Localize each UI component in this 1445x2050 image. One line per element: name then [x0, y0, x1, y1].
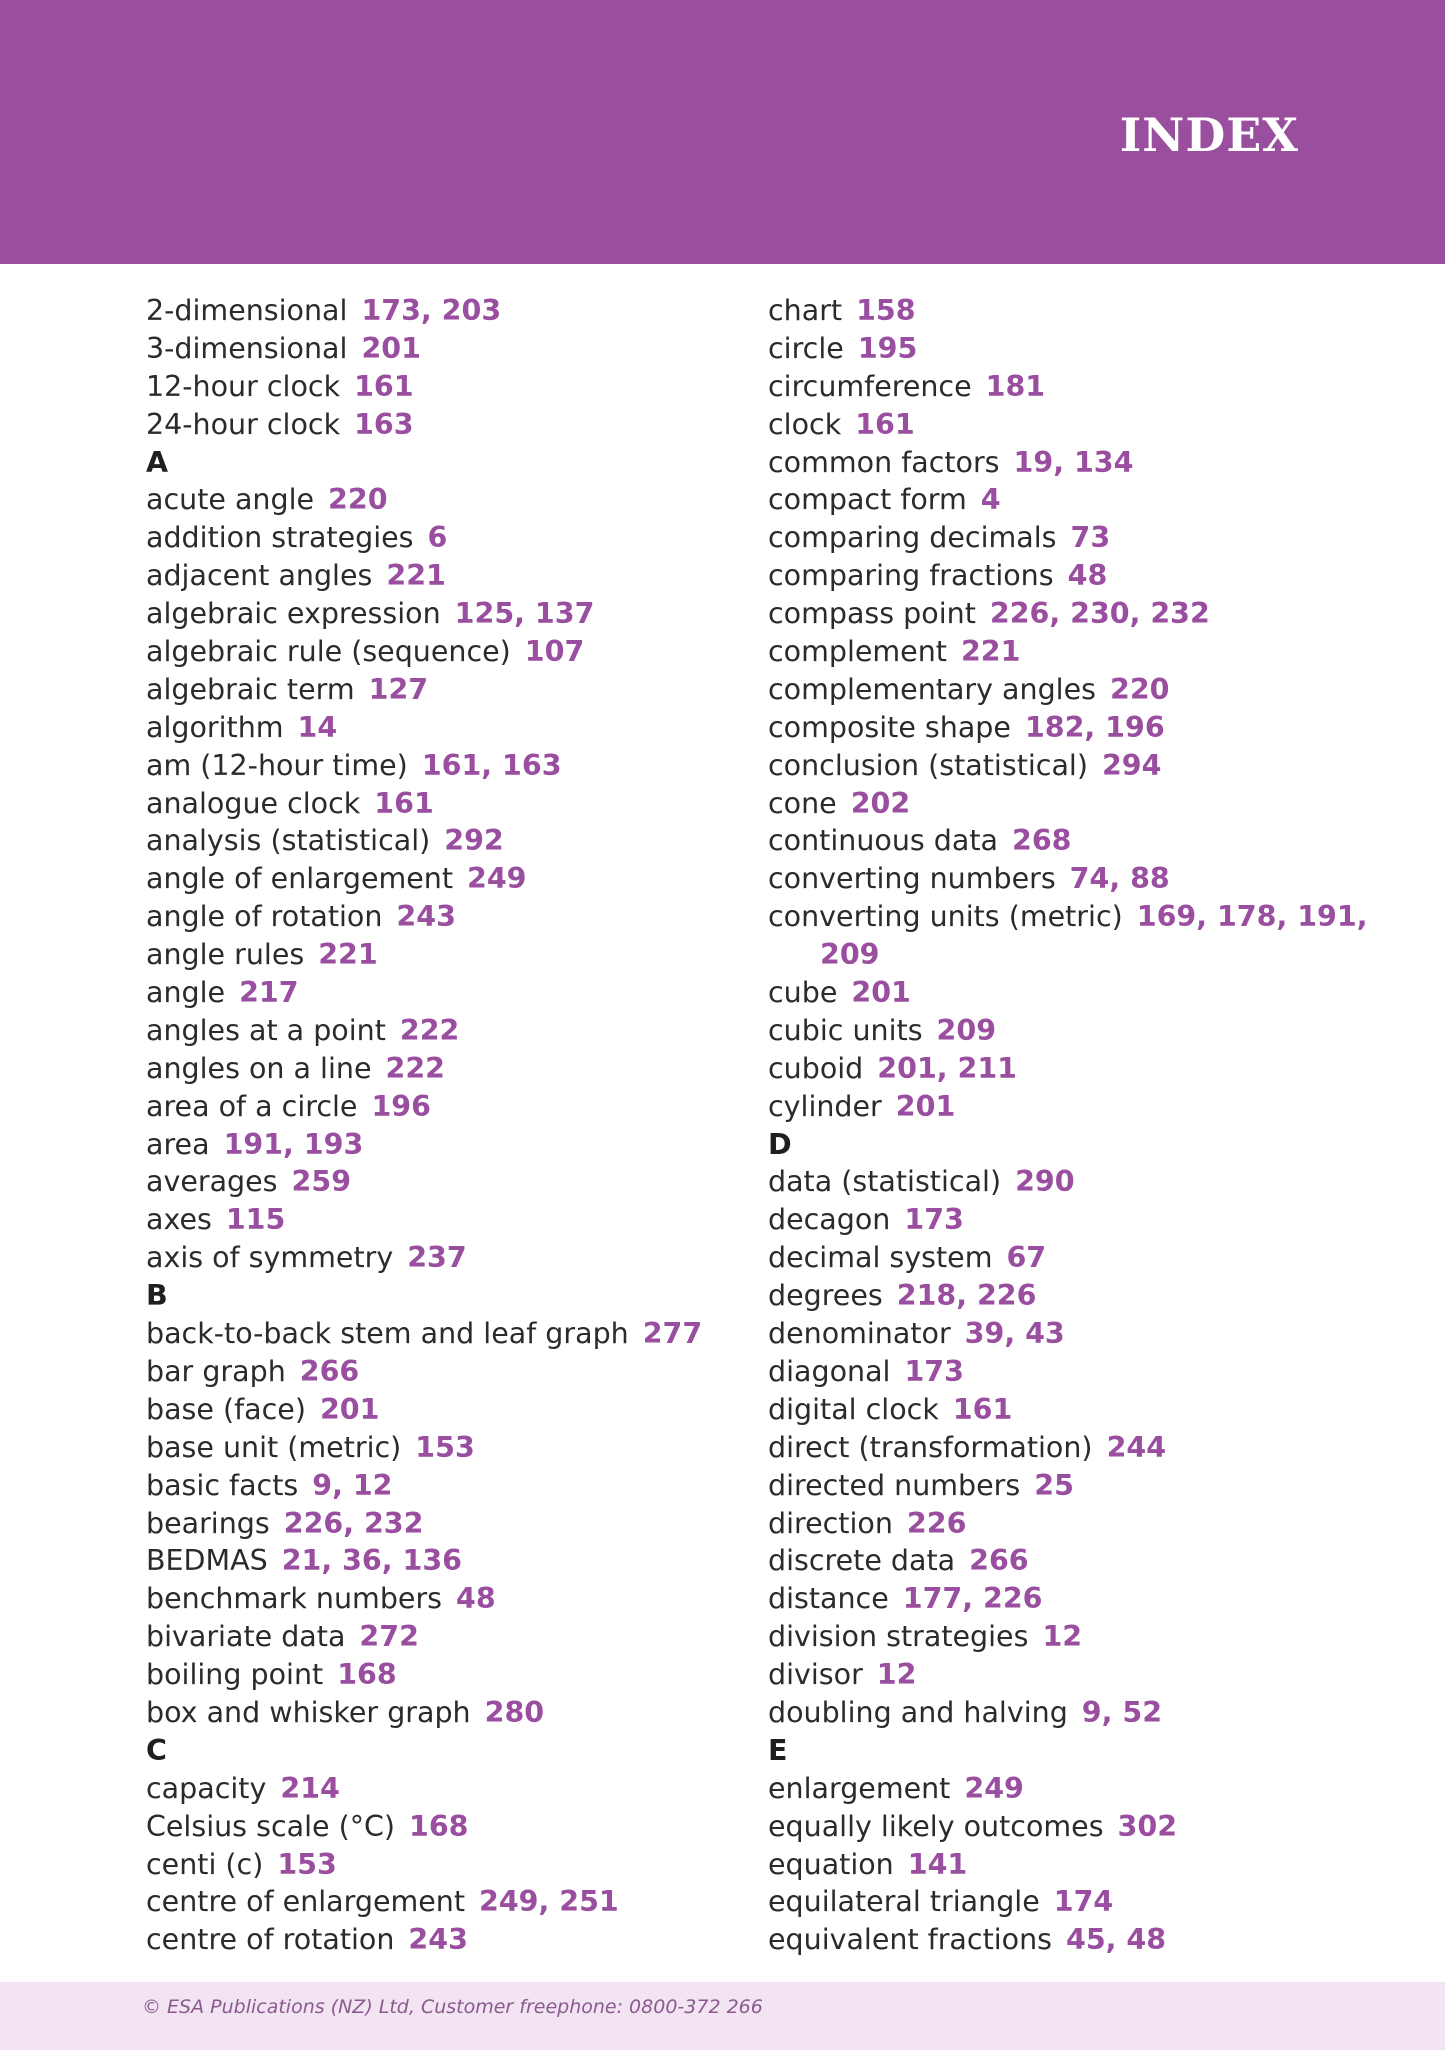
page-numbers: 127 [368, 672, 429, 706]
index-entry [768, 1353, 1328, 1391]
index-term: discrete data [768, 1544, 956, 1578]
index-entry [146, 898, 746, 936]
index-entry [146, 1808, 746, 1846]
page-numbers: 209 [936, 1013, 997, 1047]
page-numbers: 272 [359, 1620, 419, 1654]
index-term: doubling and halving [768, 1695, 1068, 1729]
index-entry [768, 1088, 1328, 1126]
page-numbers: 290 [1015, 1165, 1075, 1199]
index-entry [146, 1126, 746, 1164]
page-numbers: 161, 163 [421, 748, 562, 782]
index-entry [768, 898, 1368, 936]
index-entry [146, 709, 746, 747]
page-numbers: 201, 211 [877, 1051, 1018, 1085]
index-term: addition strategies [146, 521, 414, 555]
page-numbers: 195 [857, 331, 918, 365]
section-letter: B [146, 1279, 168, 1313]
index-term: clock [768, 407, 842, 441]
index-entry [768, 595, 1328, 633]
index-entry [768, 1846, 1328, 1884]
index-entry [768, 1694, 1328, 1732]
index-term: composite shape [768, 710, 1011, 744]
index-entry [768, 1163, 1328, 1201]
index-term: compass point [768, 597, 976, 631]
page-numbers: 161 [354, 369, 414, 403]
page-numbers: 25 [1034, 1468, 1074, 1502]
page-numbers: 125, 137 [454, 597, 595, 631]
index-entry [768, 1542, 1328, 1580]
index-term: decagon [768, 1203, 891, 1237]
index-entry [146, 633, 746, 671]
index-term: cone [768, 786, 837, 820]
index-entry [768, 747, 1328, 785]
index-entry [768, 1921, 1328, 1959]
page-numbers: 201 [361, 331, 421, 365]
index-entry [146, 1883, 746, 1921]
index-entry [146, 860, 746, 898]
index-entry [146, 1391, 746, 1429]
index-term: denominator [768, 1317, 951, 1351]
index-entry [146, 1505, 746, 1543]
index-term: circumference [768, 369, 972, 403]
index-term: base unit (metric) [146, 1430, 402, 1464]
index-entry [146, 1163, 746, 1201]
index-entry [768, 1429, 1328, 1467]
index-term: analysis (statistical) [146, 824, 431, 858]
index-term: 24-hour clock [146, 407, 341, 441]
index-term: comparing decimals [768, 521, 1057, 555]
index-term: angle of rotation [146, 900, 383, 934]
index-entry [146, 1315, 746, 1353]
index-entry [768, 368, 1328, 406]
index-entry [768, 406, 1328, 444]
index-entry [768, 1012, 1328, 1050]
page-numbers: 67 [1006, 1241, 1047, 1275]
index-entry [768, 1580, 1328, 1618]
index-entry [146, 671, 746, 709]
index-term: bearings [146, 1506, 270, 1540]
index-term: benchmark numbers [146, 1582, 443, 1616]
page-numbers: 201 [851, 976, 911, 1010]
index-term: analogue clock [146, 786, 361, 820]
page-numbers: 12 [1042, 1620, 1083, 1654]
index-term: cuboid [768, 1051, 864, 1085]
index-term: centre of enlargement [146, 1885, 466, 1919]
index-entry [768, 444, 1328, 482]
index-entry [768, 1656, 1328, 1694]
index-entry [768, 1808, 1328, 1846]
index-term: division strategies [768, 1620, 1029, 1654]
page-numbers: 173, 203 [361, 294, 502, 327]
page-numbers: 39, 43 [964, 1317, 1065, 1351]
page-numbers: 214 [280, 1771, 340, 1805]
page-numbers: 4 [980, 483, 1001, 517]
index-term: centre of rotation [146, 1923, 395, 1957]
index-entry [146, 1201, 746, 1239]
page-numbers: 226 [906, 1506, 967, 1540]
page-numbers: 19, 134 [1013, 445, 1134, 479]
index-term: acute angle [146, 483, 315, 517]
index-term: base (face) [146, 1392, 306, 1426]
page-numbers: 266 [299, 1354, 360, 1388]
index-term: bivariate data [146, 1620, 346, 1654]
page-numbers: 182, 196 [1024, 710, 1165, 744]
index-entry [768, 1050, 1328, 1088]
page-numbers: 177, 226 [902, 1582, 1043, 1616]
page-numbers: 163 [354, 407, 414, 441]
index-entry [146, 595, 746, 633]
index-entry [768, 822, 1328, 860]
index-term: distance [768, 1582, 889, 1616]
section-letter: D [768, 1127, 792, 1161]
page-numbers: 259 [291, 1165, 352, 1199]
index-entry [768, 1505, 1328, 1543]
index-entry [146, 1846, 746, 1884]
index-term: converting numbers [768, 862, 1056, 896]
page-numbers: 226, 232 [283, 1506, 424, 1540]
index-term: circle [768, 331, 844, 365]
index-entry [768, 1391, 1328, 1429]
page-numbers: 14 [297, 710, 338, 744]
page-numbers: 268 [1012, 824, 1072, 858]
page-numbers: 222 [399, 1013, 460, 1047]
index-entry [768, 1467, 1328, 1505]
footer-copyright: © ESA Publications (NZ) Ltd, Customer freephone: 0800-372 266 [142, 1996, 763, 2018]
index-entry [146, 481, 746, 519]
index-term: angles on a line [146, 1051, 372, 1085]
page-numbers: 48 [456, 1582, 496, 1616]
index-entry [768, 292, 1328, 330]
index-entry [146, 406, 746, 444]
index-entry [146, 1239, 746, 1277]
index-term: bar graph [146, 1354, 286, 1388]
page-numbers: 201 [895, 1089, 956, 1123]
index-term: common factors [768, 445, 1000, 479]
index-term: 3-dimensional [146, 331, 348, 365]
index-term: comparing fractions [768, 559, 1054, 593]
index-entry [146, 557, 746, 595]
index-entry [146, 1088, 746, 1126]
index-entry [768, 1201, 1328, 1239]
index-term: equivalent fractions [768, 1923, 1053, 1957]
page-numbers: 174 [1053, 1885, 1114, 1919]
page-numbers: 168 [408, 1809, 469, 1843]
index-entry [146, 747, 746, 785]
index-term: equally likely outcomes [768, 1809, 1104, 1843]
index-entry [146, 292, 746, 330]
index-column-left [146, 292, 746, 1959]
index-term: algebraic expression [146, 597, 441, 631]
index-entry [146, 1429, 746, 1467]
page-numbers: 249, 251 [479, 1885, 619, 1919]
index-term: divisor [768, 1658, 863, 1692]
index-term: cube [768, 976, 838, 1010]
index-entry [768, 860, 1328, 898]
index-entry [146, 1580, 746, 1618]
page-numbers: 280 [484, 1695, 545, 1729]
page-numbers: 294 [1101, 748, 1162, 782]
page-numbers: 153 [277, 1847, 337, 1881]
page-title: INDEX [1119, 108, 1299, 162]
index-term: angle of enlargement [146, 862, 454, 896]
page-numbers: 237 [407, 1241, 467, 1275]
index-term: equilateral triangle [768, 1885, 1040, 1919]
page-numbers: 266 [969, 1544, 1029, 1578]
index-term: BEDMAS [146, 1544, 268, 1578]
index-entry [146, 1542, 746, 1580]
index-term: conclusion (statistical) [768, 748, 1088, 782]
section-letter: E [768, 1733, 788, 1767]
index-term: compact form [768, 483, 967, 517]
page-numbers: 169, 178, 191, [1136, 900, 1368, 934]
index-term: capacity [146, 1771, 267, 1805]
index-term: angle [146, 976, 226, 1010]
page-numbers: 220 [328, 483, 388, 517]
index-entry [146, 822, 746, 860]
page-numbers: 161 [374, 786, 434, 820]
index-entry [768, 1883, 1328, 1921]
index-entry [146, 1656, 746, 1694]
index-entry [146, 1694, 746, 1732]
index-entry [146, 785, 746, 823]
index-entry [146, 1467, 746, 1505]
page-numbers: 209 [820, 938, 880, 972]
index-entry-continuation [768, 936, 1328, 974]
page-numbers: 222 [385, 1051, 445, 1085]
index-entry [146, 519, 746, 557]
page-numbers: 161 [855, 407, 915, 441]
page-numbers: 9, 12 [312, 1468, 393, 1502]
page-numbers: 181 [985, 369, 1046, 403]
index-term: algebraic term [146, 672, 355, 706]
index-term: adjacent angles [146, 559, 373, 593]
index-entry [146, 330, 746, 368]
index-entry [146, 1618, 746, 1656]
page-numbers: 249 [964, 1771, 1024, 1805]
index-term: complement [768, 635, 947, 669]
index-term: algorithm [146, 710, 284, 744]
index-term: digital clock [768, 1392, 939, 1426]
index-term: data (statistical) [768, 1165, 1002, 1199]
index-term: centi (c) [146, 1847, 264, 1881]
page-numbers: 168 [337, 1658, 397, 1692]
page-numbers: 9, 52 [1081, 1695, 1163, 1729]
page-numbers: 141 [907, 1847, 968, 1881]
index-entry [146, 1770, 746, 1808]
index-term: area of a circle [146, 1089, 358, 1123]
index-entry [768, 709, 1328, 747]
index-entry [146, 368, 746, 406]
page-numbers: 226, 230, 232 [989, 597, 1210, 631]
page-numbers: 243 [396, 900, 456, 934]
page-numbers: 221 [960, 635, 1021, 669]
page-numbers: 202 [850, 786, 911, 820]
index-term: Celsius scale (°C) [146, 1809, 395, 1843]
index-term: converting units (metric) [768, 900, 1123, 934]
page-numbers: 243 [408, 1923, 468, 1957]
index-entry [768, 557, 1328, 595]
index-term: angles at a point [146, 1013, 386, 1047]
index-term: boiling point [146, 1658, 324, 1692]
index-entry [768, 1239, 1328, 1277]
index-term: chart [768, 294, 843, 327]
index-term: averages [146, 1165, 278, 1199]
section-letter: C [146, 1733, 167, 1767]
index-entry [768, 785, 1328, 823]
index-entry [768, 481, 1328, 519]
page-numbers: 21, 36, 136 [281, 1544, 462, 1578]
section-letter: A [146, 445, 169, 479]
page-numbers: 161 [952, 1392, 1013, 1426]
index-entry [768, 671, 1328, 709]
index-term: basic facts [146, 1468, 299, 1502]
index-entry [146, 1050, 746, 1088]
page-numbers: 196 [371, 1089, 431, 1123]
index-term: axes [146, 1203, 212, 1237]
page-numbers: 173 [904, 1203, 964, 1237]
index-term: degrees [768, 1279, 883, 1313]
index-term: angle rules [146, 938, 305, 972]
index-entry [768, 974, 1328, 1012]
index-entry [768, 633, 1328, 671]
index-term: complementary angles [768, 672, 1096, 706]
index-entry [146, 1353, 746, 1391]
index-column-right [768, 292, 1368, 1959]
page-numbers: 221 [318, 938, 378, 972]
index-entry [768, 1315, 1328, 1353]
index-term: am (12-hour time) [146, 748, 408, 782]
page-numbers: 249 [467, 862, 527, 896]
page-numbers: 12 [876, 1658, 917, 1692]
index-term: direct (transformation) [768, 1430, 1093, 1464]
index-entry [146, 1921, 746, 1959]
page-numbers: 201 [319, 1392, 380, 1426]
footer [0, 1982, 1445, 2050]
index-term: enlargement [768, 1771, 951, 1805]
index-entry [146, 936, 746, 974]
index-entry [146, 974, 746, 1012]
page-numbers: 173 [904, 1354, 964, 1388]
index-term: area [146, 1127, 210, 1161]
page-numbers: 115 [225, 1203, 286, 1237]
page-numbers: 302 [1117, 1809, 1178, 1843]
page-numbers: 73 [1070, 521, 1111, 555]
page-numbers: 220 [1109, 672, 1170, 706]
index-term: equation [768, 1847, 894, 1881]
page-numbers: 244 [1106, 1430, 1167, 1464]
page-numbers: 277 [642, 1317, 703, 1351]
page-numbers: 218, 226 [896, 1279, 1037, 1313]
index-term: cubic units [768, 1013, 923, 1047]
index-term: diagonal [768, 1354, 891, 1388]
index-term: continuous data [768, 824, 998, 858]
page-numbers: 153 [415, 1430, 475, 1464]
index-term: decimal system [768, 1241, 993, 1275]
page-numbers: 74, 88 [1069, 862, 1170, 896]
page-numbers: 158 [856, 294, 916, 327]
index-entry [768, 1277, 1328, 1315]
page-numbers: 48 [1067, 559, 1108, 593]
index-term: back-to-back stem and leaf graph [146, 1317, 629, 1351]
index-term: 12-hour clock [146, 369, 341, 403]
page-numbers: 6 [427, 521, 448, 555]
page-numbers: 221 [386, 559, 446, 593]
index-term: box and whisker graph [146, 1695, 471, 1729]
index-term: algebraic rule (sequence) [146, 635, 511, 669]
index-entry [768, 330, 1328, 368]
page-numbers: 191, 193 [223, 1127, 364, 1161]
index-term: 2-dimensional [146, 294, 348, 327]
header-banner [0, 0, 1445, 264]
page-numbers: 217 [239, 976, 299, 1010]
index-term: cylinder [768, 1089, 882, 1123]
index-entry [768, 1770, 1328, 1808]
index-entry [146, 1012, 746, 1050]
index-term: direction [768, 1506, 893, 1540]
page-numbers: 45, 48 [1066, 1923, 1167, 1957]
index-entry [768, 519, 1328, 557]
index-term: axis of symmetry [146, 1241, 394, 1275]
page-numbers: 292 [444, 824, 504, 858]
page-numbers: 107 [524, 635, 585, 669]
index-entry [768, 1618, 1328, 1656]
index-term: directed numbers [768, 1468, 1021, 1502]
